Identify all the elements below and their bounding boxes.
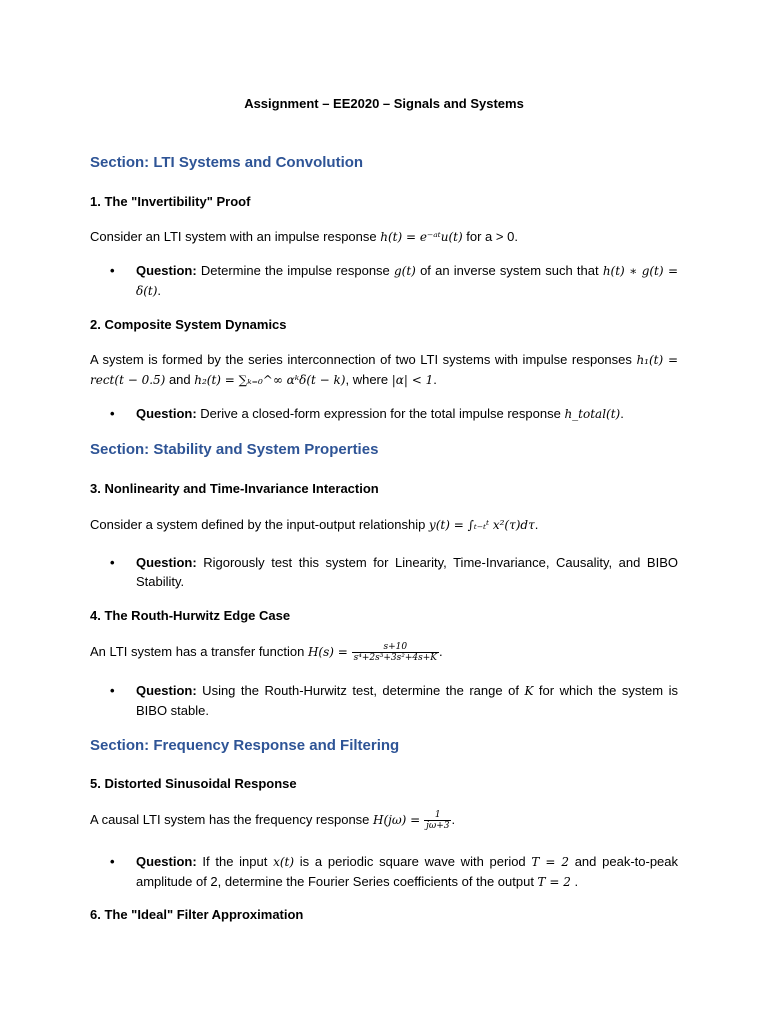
q4-intro-text-a: An LTI system has a transfer function (90, 644, 308, 659)
bullet-dot-icon: • (110, 683, 115, 698)
question-3-bullet (110, 553, 678, 591)
q3-intro-text-b: . (534, 517, 539, 532)
q3-intro-text-a: Consider a system defined by the input-output relationship (90, 517, 429, 532)
question-2-bullet (110, 404, 678, 424)
q3-question-label: Question: (136, 555, 197, 570)
q1-intro-text-a: Consider an LTI system with an impulse response (90, 229, 381, 244)
q2-intro-math-1: h₁(t) = rect(t − 0.5) (90, 353, 678, 387)
q4-question-k: K (524, 684, 534, 698)
q1-question-text-c: . (157, 283, 162, 298)
q1-intro-math: h(t) = e⁻ᵃᵗu(t) (380, 230, 463, 244)
q2-intro-math-2: h₂(t) = ∑ₖ₌₀^∞ αᵏδ(t − k) (194, 373, 346, 387)
q5-question-math-3: T = 2 (537, 875, 571, 889)
question-5-heading: 5. Distorted Sinusoidal Response (90, 776, 297, 791)
question-2-heading: 2. Composite System Dynamics (90, 317, 287, 332)
q4-intro-text-b: . (439, 644, 443, 659)
question-4-bullet (110, 681, 678, 720)
q1-question-text-a: Determine the impulse response (196, 263, 394, 278)
q5-question-text-b: is a periodic square wave with period (294, 854, 532, 869)
question-4-heading: 4. The Routh-Hurwitz Edge Case (90, 608, 291, 623)
bullet-dot-icon: • (110, 555, 115, 570)
bullet-dot-icon: • (110, 406, 115, 421)
document-title: Assignment – EE2020 – Signals and Systems (244, 96, 524, 111)
question-1-bullet (110, 261, 678, 301)
q1-question-label: Question: (136, 263, 197, 278)
question-3-heading: 3. Nonlinearity and Time-Invariance Interaction (90, 481, 379, 496)
q1-question-math-2: h(t) ∗ g(t) = δ(t) (136, 264, 679, 298)
q2-question-text-b: . (620, 406, 624, 421)
q5-intro-math: H(jω) = (373, 813, 425, 827)
bullet-dot-icon: • (110, 263, 115, 278)
q2-intro-text-c: , where (345, 372, 392, 387)
question-6-heading: 6. The "Ideal" Filter Approximation (90, 907, 304, 922)
question-3-intro (90, 515, 678, 535)
question-4-intro (90, 642, 678, 663)
q3-intro-math: y(t) = ∫ₜ₋ₜᵗ x²(τ)dτ (428, 518, 535, 532)
q2-intro-text-a: A system is formed by the series interconnection of two LTI systems with impulse responses (90, 352, 637, 367)
section-heading-lti: Section: LTI Systems and Convolution (90, 154, 364, 171)
bullet-dot-icon: • (110, 854, 115, 869)
q1-question-text-b: of an inverse system such that (415, 263, 603, 278)
q5-question-label: Question: (136, 854, 197, 869)
q2-intro-text-d: . (433, 372, 437, 387)
q5-question-text-d: . (570, 874, 579, 889)
question-5-intro (90, 810, 678, 831)
q5-question-math-1: x(t) (273, 855, 295, 869)
q2-question-math: h_total(t) (564, 407, 621, 421)
q3-question-text-a: Rigorously test this system for Linearity, Time-Invariance, Causality, and BIBO Stability. (136, 555, 678, 589)
q5-intro-text-a: A causal LTI system has the frequency response (90, 812, 374, 827)
q2-question-label: Question: (136, 406, 197, 421)
q5-response-fraction (424, 810, 451, 831)
q4-fraction-denominator: s⁴+2s³+3s²+4s+K (353, 653, 438, 664)
question-5-bullet (110, 852, 678, 892)
q4-question-text-a: Using the Routh-Hurwitz test, determine the range of (196, 683, 525, 698)
q1-intro-text-b: for a > 0. (462, 229, 518, 244)
q4-transfer-fraction (352, 642, 439, 663)
q1-question-math-1: g(t) (394, 264, 416, 278)
question-2-intro (90, 350, 678, 390)
q2-intro-math-3: |α| < 1 (391, 373, 434, 387)
q4-intro-math: H(s) = (307, 645, 352, 659)
q4-fraction-numerator: s+10 (352, 642, 439, 653)
section-heading-frequency: Section: Frequency Response and Filtering (90, 737, 400, 754)
q5-fraction-numerator: 1 (424, 810, 451, 821)
q2-question-text-a: Derive a closed-form expression for the total impulse response (196, 406, 565, 421)
q4-question-label: Question: (136, 683, 197, 698)
section-heading-stability: Section: Stability and System Properties (90, 441, 379, 458)
q5-intro-text-b: . (451, 812, 456, 827)
q5-question-text-a: If the input (196, 854, 274, 869)
q5-fraction-denominator: jω+3 (426, 821, 450, 832)
question-1-heading: 1. The "Invertibility" Proof (90, 194, 251, 209)
question-1-intro (90, 227, 678, 247)
q2-intro-text-b: and (165, 372, 195, 387)
q5-question-math-2: T = 2 (531, 855, 569, 869)
q5-question-text-c: and peak-to-peak amplitude of 2, determine the Fourier Series coefficients of the output (136, 854, 679, 889)
q4-question-text-b: for which the system is BIBO stable. (136, 683, 678, 718)
